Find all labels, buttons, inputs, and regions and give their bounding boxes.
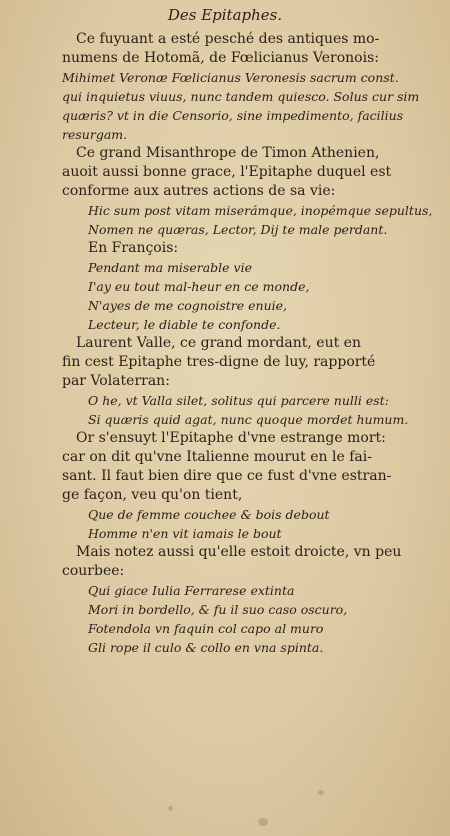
text-line: Que de femme couchee & bois debout <box>88 507 330 522</box>
text-line: Gli rope il culo & collo en vna spinta. <box>88 640 324 655</box>
text-line: Or s'ensuyt l'Epitaphe d'vne estrange mort: <box>76 430 386 446</box>
text-line: Lecteur, le diable te confonde. <box>88 317 281 332</box>
text-line: Pendant ma miserable vie <box>88 260 252 275</box>
text-line: numens de Hotomã, de Fœlicianus Veronois: <box>62 50 379 66</box>
text-line: Ce fuyuant a esté pesché des antiques mo- <box>76 31 380 47</box>
text-line: Homme n'en vit iamais le bout <box>88 526 282 541</box>
text-line: Mori in bordello, & fu il suo caso oscuro, <box>88 602 348 617</box>
page-text <box>62 30 434 657</box>
text-line: N'ayes de me cognoistre enuie, <box>88 298 288 313</box>
text-line: auoit aussi bonne grace, l'Epitaphe duquel est <box>62 164 392 180</box>
text-line: Nomen ne quæras, Lector, Dij te male perdant. <box>88 222 388 237</box>
foxing-spot <box>258 818 268 826</box>
text-line: resurgam. <box>62 127 128 142</box>
text-line: Si quæris quid agat, nunc quoque mordet humum. <box>88 412 409 427</box>
text-line: Fotendola vn faquin col capo al muro <box>88 621 324 636</box>
text-line: I'ay eu tout mal-heur en ce monde, <box>88 279 310 294</box>
foxing-spot <box>168 806 173 811</box>
text-line: quæris? vt in die Censorio, sine impedimento, facilius <box>62 108 404 123</box>
text-line: conforme aux autres actions de sa vie: <box>62 183 336 199</box>
text-line: courbee: <box>62 563 125 579</box>
text-line: qui inquietus viuus, nunc tandem quiesco. Solus cur sim <box>62 89 420 104</box>
foxing-spot <box>318 790 324 795</box>
text-line: par Volaterran: <box>62 373 170 389</box>
text-line: Mais notez aussi qu'elle estoit droicte, vn peu <box>76 544 402 560</box>
text-line: Qui giace Iulia Ferrarese extinta <box>88 583 295 598</box>
running-head: Des Epitaphes. <box>167 6 283 24</box>
text-line: O he, vt Valla silet, solitus qui parcere nulli est: <box>88 393 389 408</box>
text-line: car on dit qu'vne Italienne mourut en le fai- <box>62 449 372 465</box>
text-line: Laurent Valle, ce grand mordant, eut en <box>76 335 361 351</box>
text-line: sant. Il faut bien dire que ce fust d'vne estran- <box>62 468 392 484</box>
text-line: En François: <box>88 240 179 256</box>
text-line: ge façon, veu qu'on tient, <box>62 487 243 503</box>
text-line: Mihimet Veronæ Fœlicianus Veronesis sacrum const. <box>62 70 399 85</box>
text-line: Ce grand Misanthrope de Timon Athenien, <box>76 145 380 161</box>
text-line: Hic sum post vitam miserámque, inopémque sepultus, <box>88 203 433 218</box>
text-line: fin cest Epitaphe tres-digne de luy, rapporté <box>62 354 376 370</box>
